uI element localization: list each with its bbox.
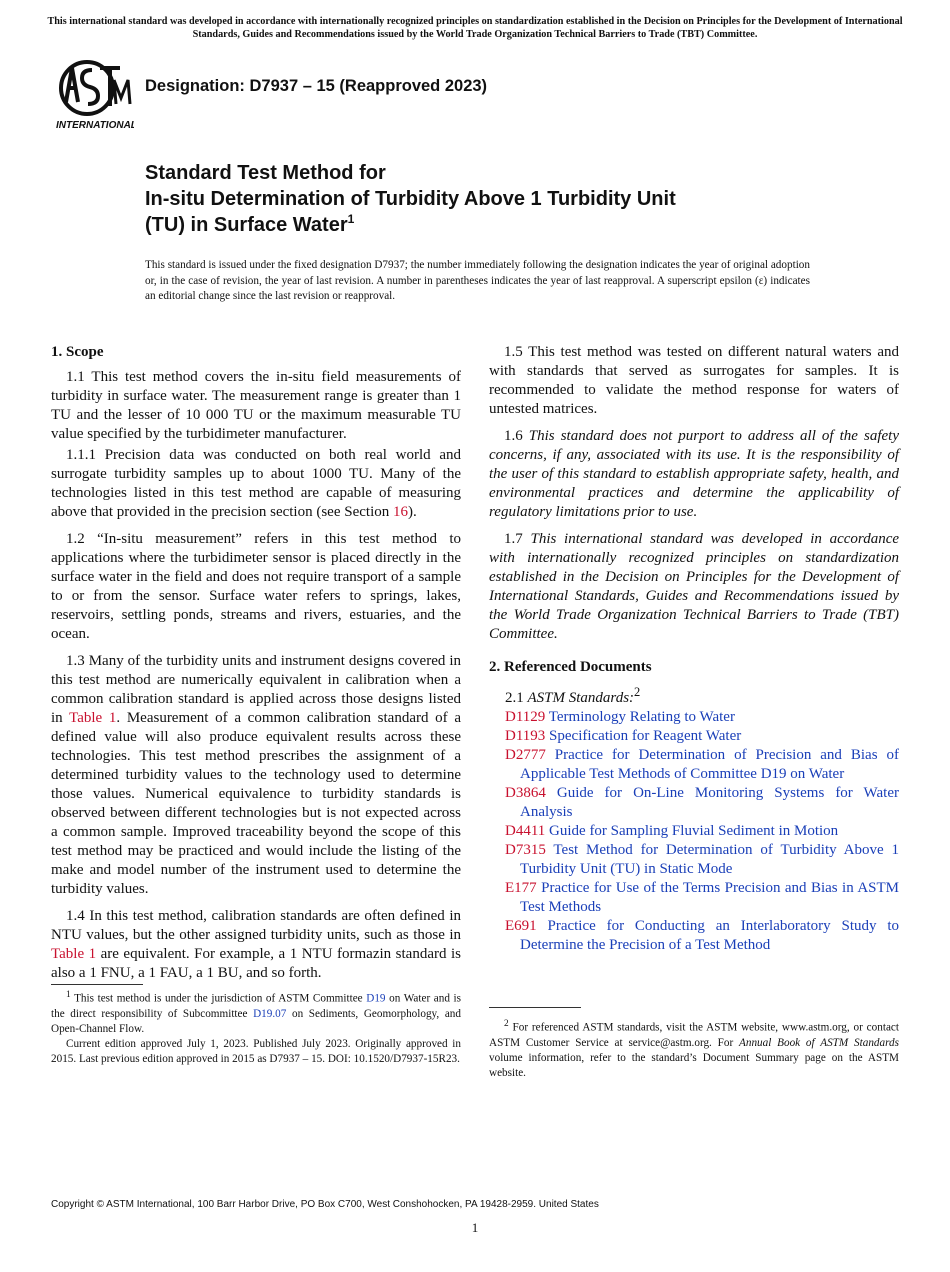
ref-d7315[interactable]: D7315 Test Method for Determination of Turbidity Above 1 Turbidity Unit (TU) in Static Mode	[505, 842, 899, 877]
astm-logo-icon	[54, 58, 134, 132]
para-1-7: 1.7 This international standard was developed in accordance with internationally recognized principles on standardization established in the Decision on Principles for the Development of International Standards, Guides and Recommendations issued by the World Trade Organization Technical Barriers to Trade (TBT) Committee.	[489, 531, 900, 642]
footnote-1	[51, 988, 461, 1067]
footnote-2	[489, 1017, 899, 1081]
left-column	[51, 343, 461, 991]
page-title	[145, 160, 676, 238]
ref-d4411[interactable]: D4411 Guide for Sampling Fluvial Sediment in Motion	[505, 823, 839, 839]
ref-e691[interactable]: E691 Practice for Conducting an Interlaboratory Study to Determine the Precision of a Test Method	[505, 918, 899, 953]
issued-note: This standard is issued under the fixed designation D7937; the number immediately following the designation indicates the year of original adoption or, in the case of revision, the year of last revision. A number in parentheses indicates the year of last reapproval. A superscript epsilon (ε) indicates an editorial change since the last revision or reapproval.	[145, 259, 810, 302]
ref-d3864[interactable]: D3864 Guide for On-Line Monitoring Systems for Water Analysis	[505, 785, 899, 820]
page-number: 1	[471, 1220, 479, 1235]
para-1-5: 1.5 This test method was tested on different natural waters and with standards that served as surrogates for samples. It is recommended to validate the method response for waters of untested matrices.	[489, 344, 899, 417]
para-1-2: 1.2 “In-situ measurement” refers in this test method to applications where the turbidimeter sensor is placed directly in the surface water in the field and does not require transport of a sample to or from the sensor. Surface water refers to springs, lakes, reservoirs, settling ponds, streams and rivers, estuaries, and the ocean.	[51, 531, 461, 642]
para-1-6: 1.6 This standard does not purport to address all of the safety concerns, if any, associated with its use. It is the responsibility of the user of this standard to establish appropriate safety, health, and environmental practices and determine the applicability of regulatory limitations prior to use.	[489, 428, 899, 520]
footnote-2-para: $^2$ For referenced ASTM standards, visit the ASTM website, www.astm.org, or contact ASTM Customer Service at service@astm.org. For Annual Book of ASTM Standards volume information, refer to the standard’s Document Summary page on the ASTM website.	[489, 1019, 899, 1079]
footnote-rule	[489, 1007, 581, 1008]
right-column	[489, 343, 899, 955]
table-1-link[interactable]: Table 1	[69, 710, 117, 726]
para-1-4: 1.4 In this test method, calibration standards are often defined in NTU values, but the other assigned turbidity units, such as those in Table 1 are equivalent. For example, a 1 NTU formazin standard is also a 1 FNU, a 1 FAU, a 1 BU, and so forth.	[51, 908, 461, 981]
section-1-heading: 1. Scope	[51, 344, 104, 360]
table-1-link[interactable]: Table 1	[51, 946, 97, 962]
title-footnote-ref[interactable]: 1	[347, 212, 355, 226]
footnote-1-para-2: Current edition approved July 1, 2023. Published July 2023. Originally approved in 2015. Last previous edition approved in 2015 as D7937 – 15. DOI: 10.1520/D7937-15R23.	[51, 1037, 461, 1065]
title-line-2: In-situ Determination of Turbidity Above 1 Turbidity Unit	[145, 188, 676, 210]
subcommittee-d19-07-link[interactable]: D19.07	[253, 1007, 287, 1020]
designation: Designation: D7937 – 15 (Reapproved 2023)	[145, 77, 488, 95]
copyright: Copyright © ASTM International, 100 Barr Harbor Drive, PO Box C700, West Conshohocken, PA 19428-2959. United States	[51, 1199, 599, 1210]
footnote-1-para-1: $^1$ This test method is under the jurisdiction of ASTM Committee D19 on Water and is the direct responsibility of Subcommittee D19.07 on Sediments, Geomorphology, and Open-Channel Flow.	[51, 990, 462, 1035]
para-1-3: 1.3 Many of the turbidity units and instrument designs covered in this test method are numerically equivalent in calibration when a common calibration standard is applied across those designs listed in Table 1. Measurement of a common calibration standard of a defined value will also produce equivalent results across these technologies. This test method prescribes the assignment of a determined turbidity values to the technology used to determine those values. Numerical equivalence to turbidity standards is observed between different technologies but is not expected across a common sample. Improved traceability beyond the scope of this test method may be practiced and would include the listing of the make and model number of the instrument used to determine the turbidity values.	[51, 653, 462, 897]
ref-e177[interactable]: E177 Practice for Use of the Terms Precision and Bias in ASTM Test Methods	[505, 880, 899, 915]
title-line-3: (TU) in Surface Water$^1$	[145, 212, 355, 236]
para-1-1-1: 1.1.1 Precision data was conducted on both real world and surrogate turbidity samples up to about 1000 TU. Many of the technologies listed in this test method are capable of measuring above that provided in the precision section (see Section 16).	[51, 447, 461, 520]
footnote-rule	[51, 984, 143, 985]
section-2-heading: 2. Referenced Documents	[489, 659, 652, 675]
footnote-2-ref[interactable]: 2	[634, 685, 641, 699]
ref-d1193[interactable]: D1193 Specification for Reagent Water	[505, 728, 742, 744]
ref-d2777[interactable]: D2777 Practice for Determination of Precision and Bias of Applicable Test Methods of Committee D19 on Water	[505, 747, 899, 782]
logo-wordmark: INTERNATIONAL	[56, 120, 134, 131]
astm-standards-intro: 2.1 ASTM Standards:$^2$	[505, 685, 641, 706]
title-line-1: Standard Test Method for	[145, 162, 386, 184]
section-16-link[interactable]: 16	[392, 504, 408, 520]
ref-d1129[interactable]: D1129 Terminology Relating to Water	[505, 709, 735, 725]
para-1-1: 1.1 This test method covers the in-situ field measurements of turbidity in surface water. The measurement range is greater than 1 TU and the lesser of 10 000 TU or the maximum measurable TU value specified by the turbidimeter manufacturer.	[51, 369, 461, 442]
top-notice: This international standard was developed in accordance with internationally recognized principles on standardization established in the Decision on Principles for the Development of International Standards, Guides and Recommendations issued by the World Trade Organization Technical Barriers to Trade (TBT) Committee.	[47, 16, 903, 40]
committee-d19-link[interactable]: D19	[366, 992, 386, 1005]
